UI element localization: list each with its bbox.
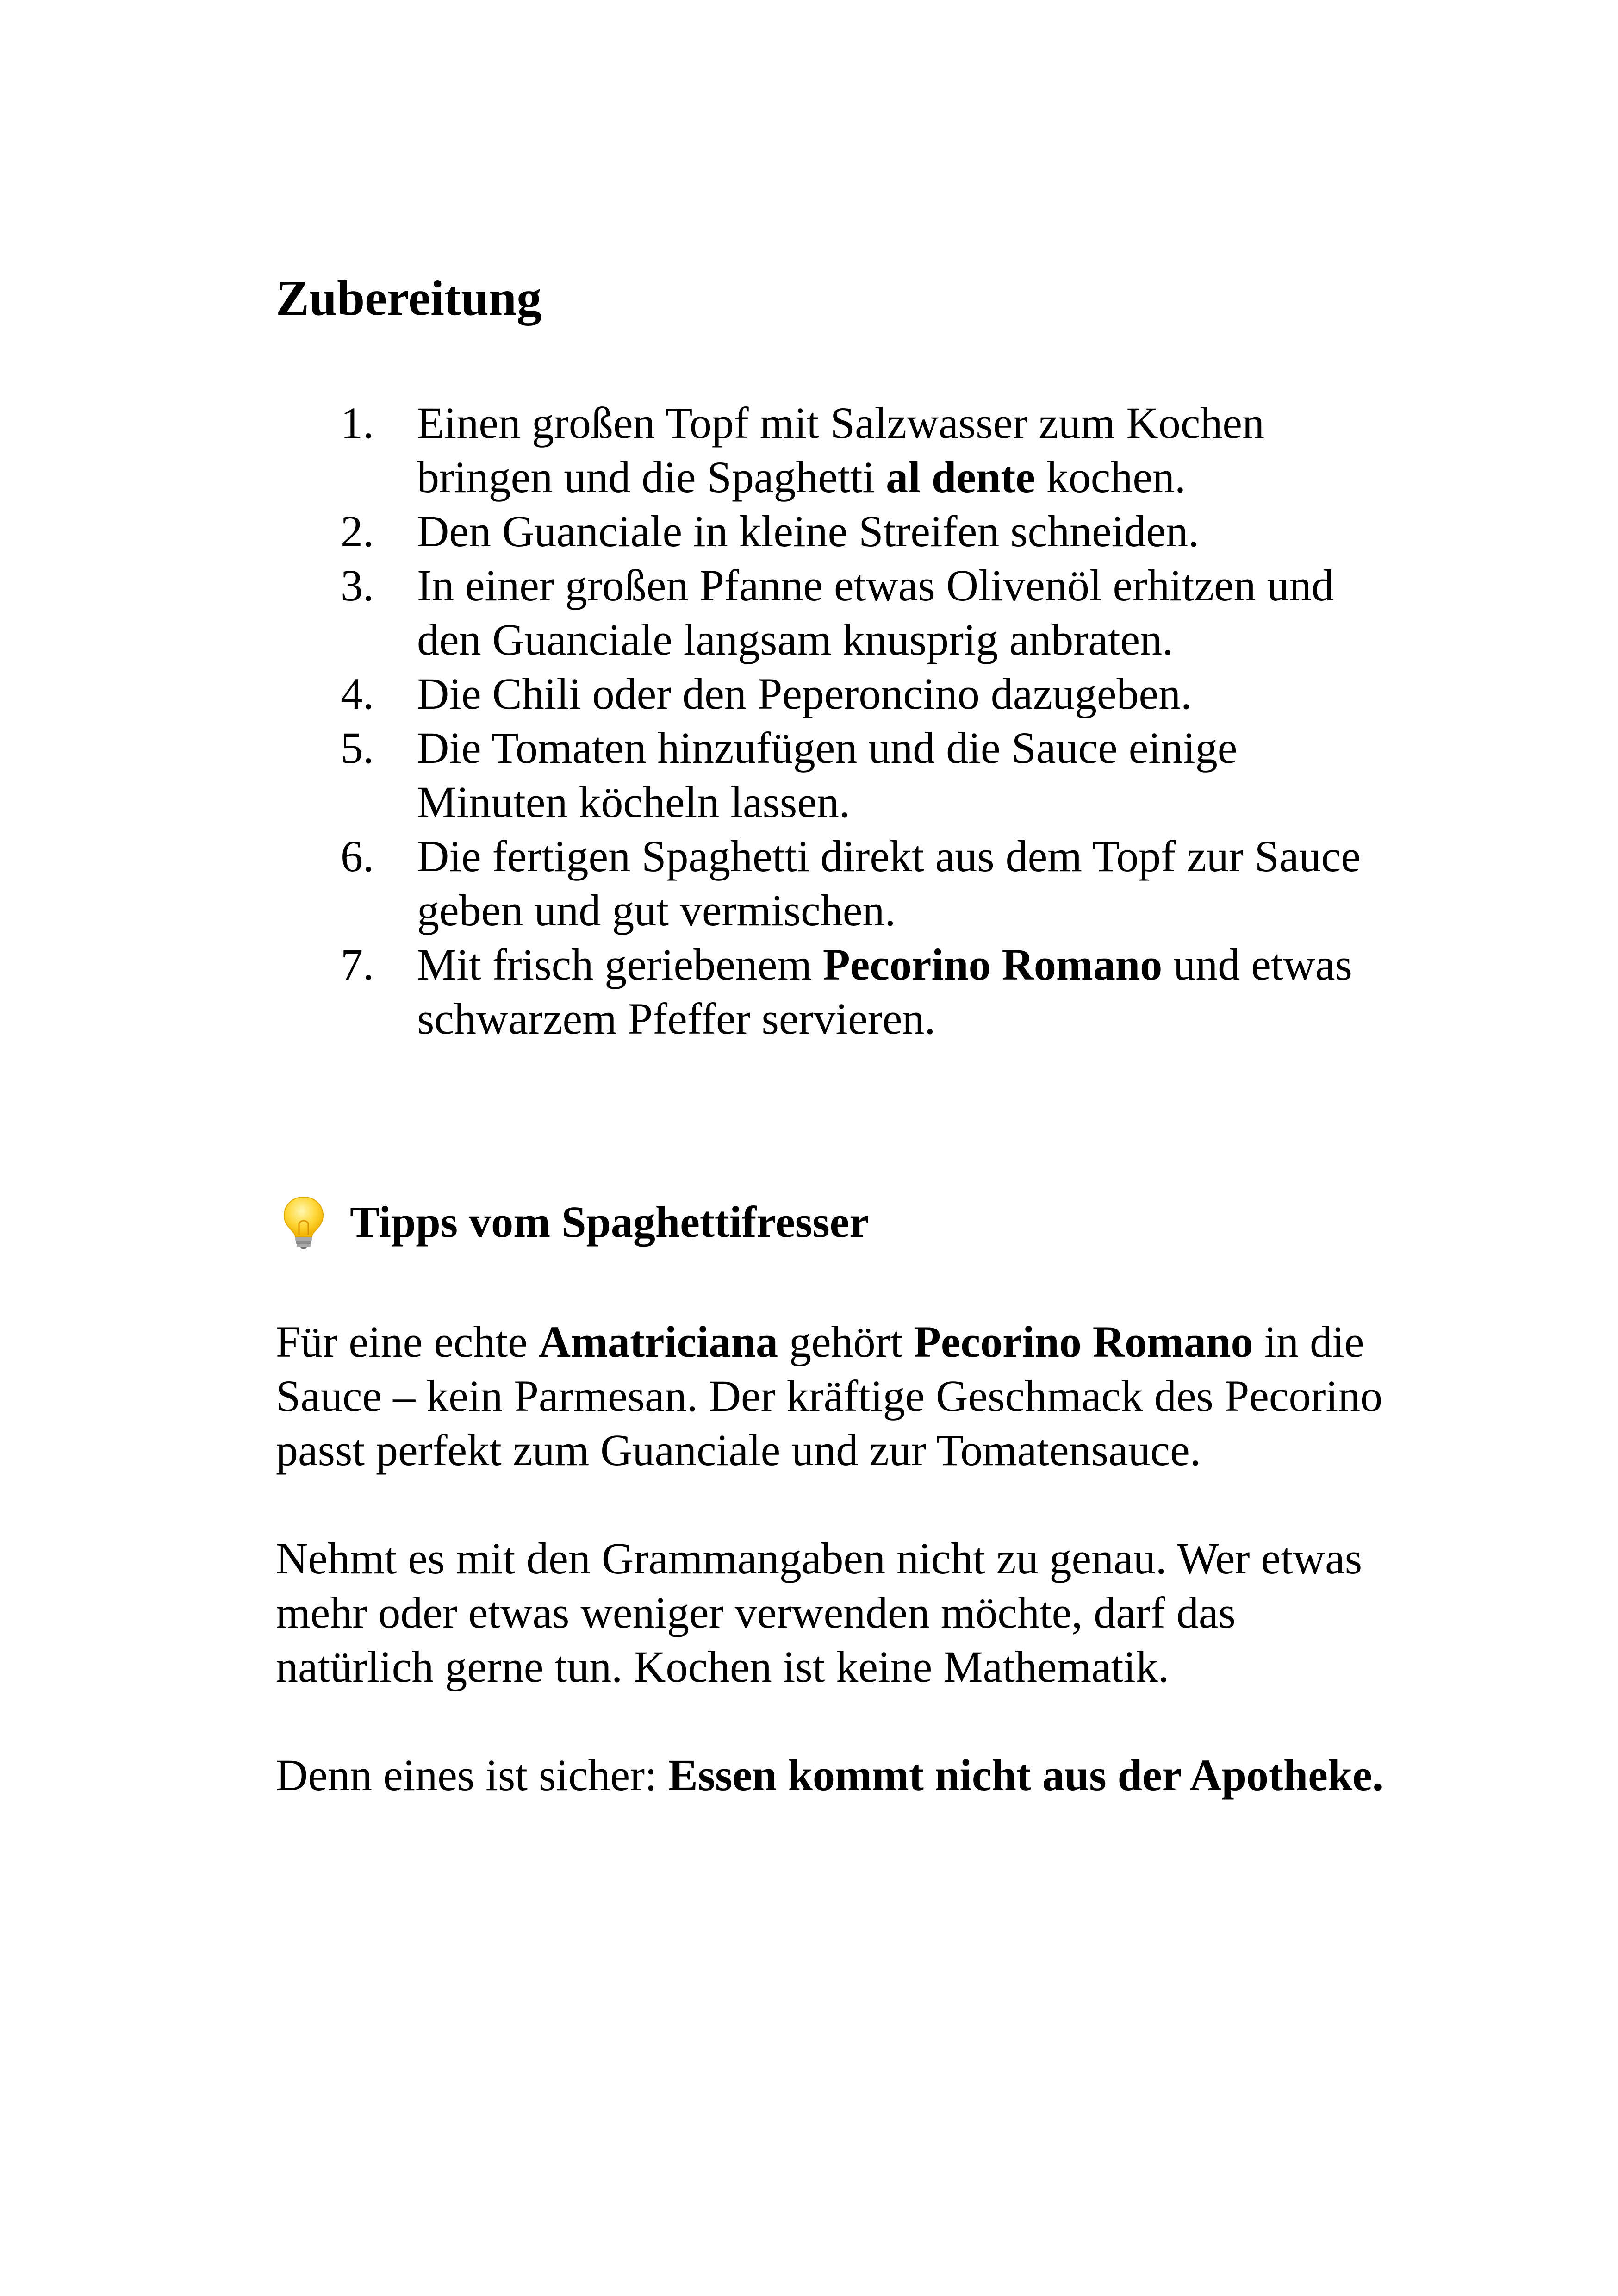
tips-paragraph: Nehmt es mit den Grammangaben nicht zu genau. Wer etwas mehr oder etwas weniger verwenden möchte, darf das natürlich gerne tun. Kochen ist keine Mathematik.: [276, 1534, 1363, 1691]
step-number: 7.: [341, 939, 374, 989]
step-text: Die Tomaten hinzufügen und die Sauce einige Minuten köcheln lassen.: [417, 723, 1238, 827]
tips-section: [276, 1194, 1387, 1802]
step-text: Einen großen Topf mit Salzwasser zum Kochen bringen und die Spaghetti: [417, 398, 1265, 502]
preparation-section: [276, 268, 1377, 1046]
step-number: 3.: [341, 560, 374, 610]
tips-text: Für eine echte: [276, 1317, 539, 1366]
tips-text: in die Sauce – kein Parmesan. Der kräftige Geschmack des Pecorino passt perfekt zum Guanciale und zur Tomatensauce.: [276, 1317, 1383, 1475]
tips-paragraph: [276, 1748, 1387, 1802]
list-item: [276, 667, 1377, 721]
tips-text-bold: Amatriciana: [538, 1317, 778, 1366]
step-text: In einer großen Pfanne etwas Olivenöl erhitzen und den Guanciale langsam knusprig anbraten.: [417, 560, 1334, 664]
step-number: 5.: [341, 723, 374, 773]
tips-paragraph: [276, 1315, 1387, 1477]
step-text: Den Guanciale in kleine Streifen schneiden.: [417, 506, 1200, 556]
tips-text-bold: Pecorino Romano: [914, 1317, 1253, 1366]
step-number: 4.: [341, 668, 374, 718]
list-item: [276, 396, 1377, 504]
step-number: 1.: [341, 398, 374, 448]
list-item: [276, 504, 1377, 558]
step-number: 2.: [341, 506, 374, 556]
step-number: 6.: [341, 831, 374, 881]
list-item: [276, 937, 1377, 1046]
step-text: Die fertigen Spaghetti direkt aus dem Topf zur Sauce geben und gut vermischen.: [417, 831, 1361, 935]
list-item: [276, 721, 1377, 829]
step-text: kochen.: [1035, 452, 1186, 502]
step-text: Die Chili oder den Peperoncino dazugeben.: [417, 668, 1192, 718]
list-item: [276, 829, 1377, 937]
step-text-bold: al dente: [886, 452, 1035, 502]
step-text: und etwas schwarzem Pfeffer servieren.: [417, 939, 1352, 1043]
tips-text-bold: Essen kommt nicht aus der Apotheke.: [668, 1750, 1383, 1800]
step-text: Mit frisch geriebenem: [417, 939, 823, 989]
tips-heading: [276, 1194, 1387, 1250]
steps-list: [276, 396, 1377, 1046]
lightbulb-icon: [276, 1194, 331, 1250]
list-item: [276, 558, 1377, 667]
tips-heading-text: Tipps vom Spaghettifresser: [350, 1197, 869, 1247]
section-heading: Zubereitung: [276, 271, 542, 326]
step-text-bold: Pecorino Romano: [823, 939, 1163, 989]
tips-text: Denn eines ist sicher:: [276, 1750, 668, 1800]
tips-text: gehört: [778, 1317, 914, 1366]
